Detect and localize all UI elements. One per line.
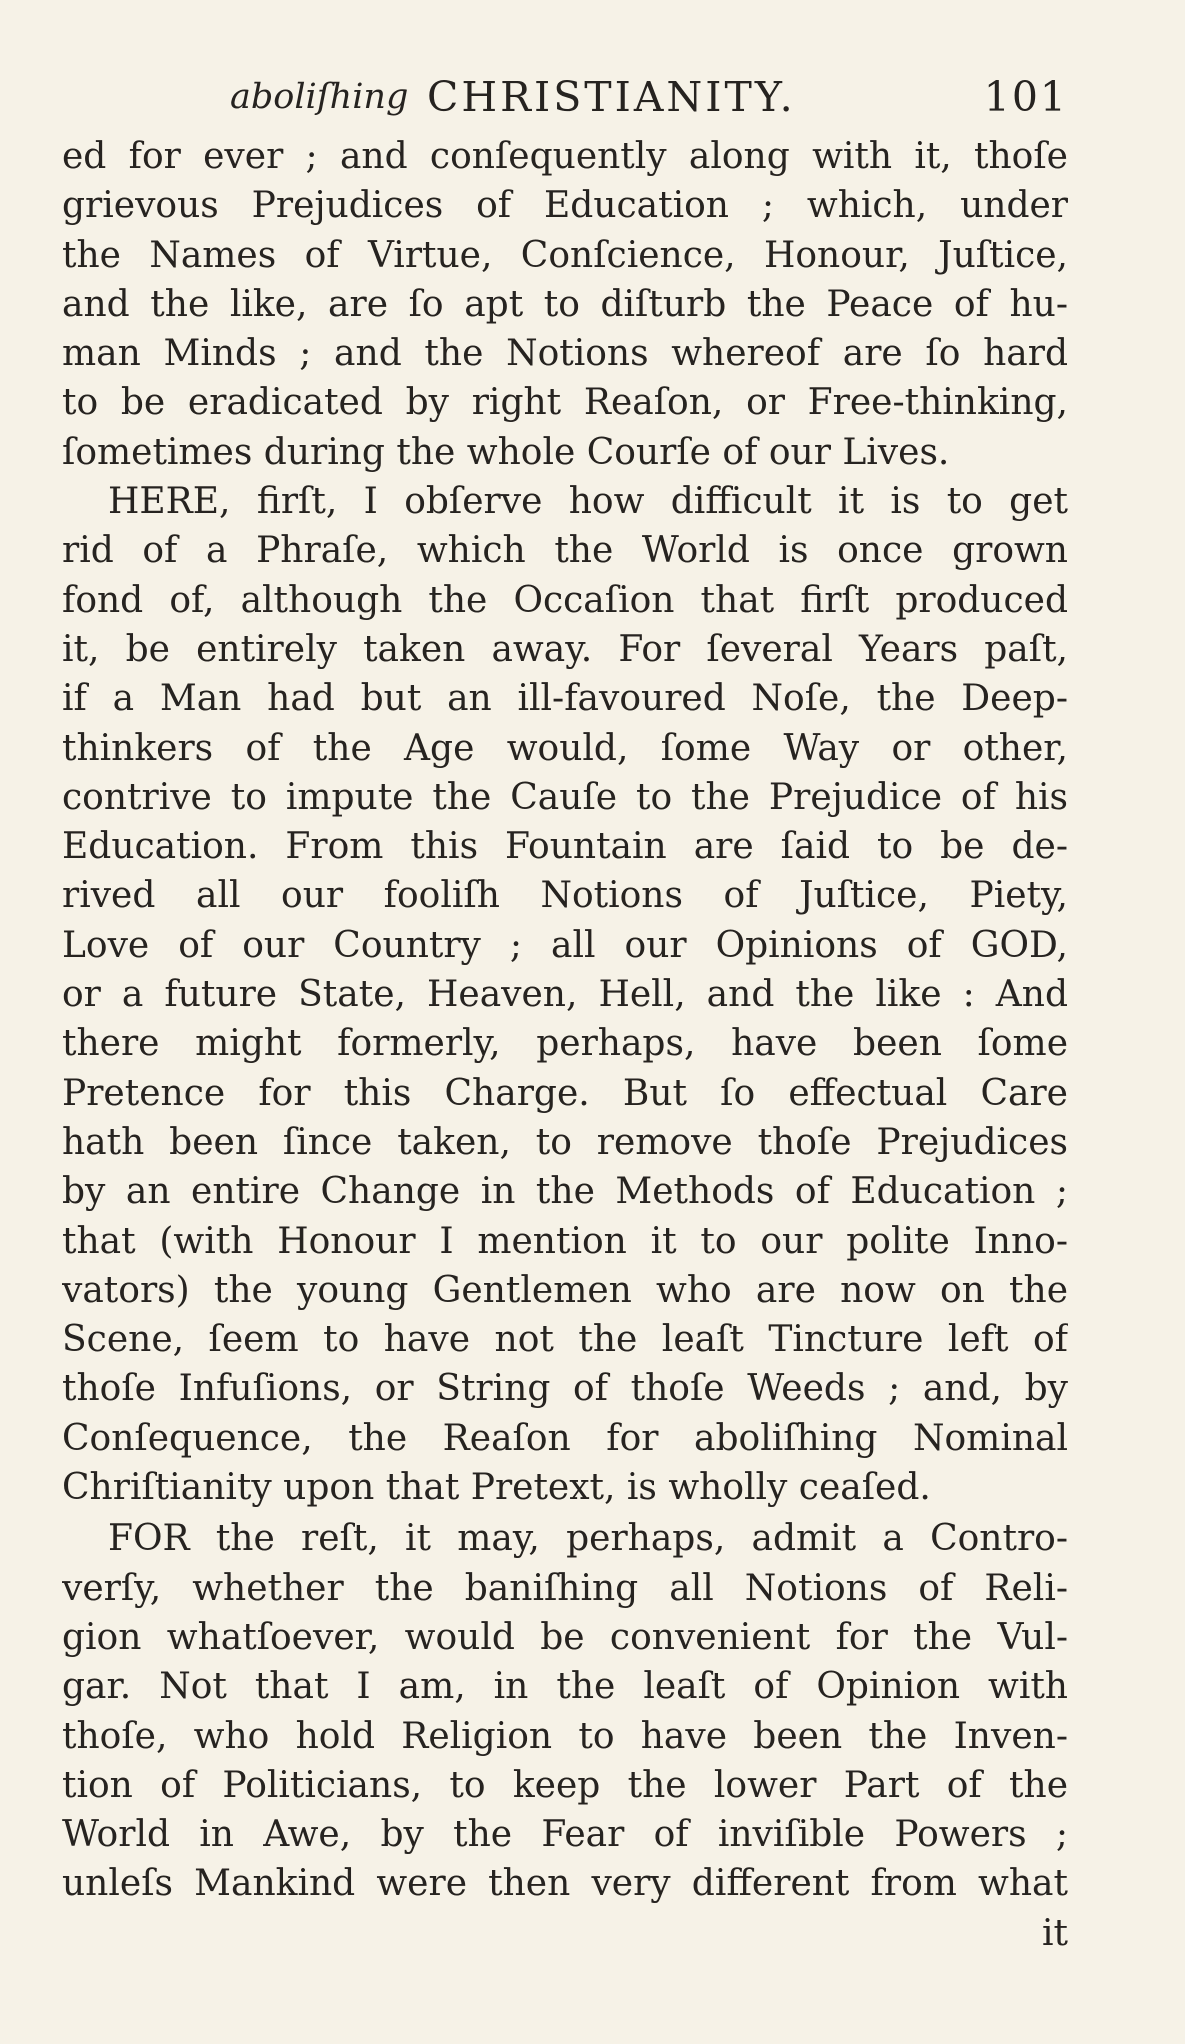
- text-line: thinkers of the Age would, ſome Way or other,: [62, 727, 1068, 769]
- text-line: and the like, are ſo apt to diſturb the Peace of hu-: [62, 283, 1068, 325]
- paragraph-1: [62, 132, 1068, 477]
- text-line: rid of a Phraſe, which the World is once grown: [62, 530, 1068, 572]
- text-line: by an entire Change in the Methods of Education ;: [62, 1171, 1068, 1213]
- text-line: Scene, ſeem to have not the leaſt Tincture left of: [62, 1319, 1068, 1361]
- text-line: HERE, firſt, I obſerve how difficult it is to get: [108, 481, 1068, 523]
- text-line: thoſe Infuſions, or String of thoſe Weeds ; and, by: [62, 1368, 1068, 1410]
- running-head-title: CHRISTIANITY.: [427, 73, 796, 121]
- text-line: Pretence for this Charge. But ſo effectual Care: [62, 1072, 1068, 1114]
- text-line: to be eradicated by right Reaſon, or Free-thinking,: [62, 382, 1068, 424]
- text-line: ſometimes during the whole Courſe of our Lives.: [62, 431, 950, 473]
- text-line: unleſs Mankind were then very different from what: [62, 1863, 1068, 1905]
- text-line: it, be entirely taken away. For ſeveral Years paſt,: [62, 628, 1068, 670]
- text-line: contrive to impute the Cauſe to the Prejudice of his: [62, 776, 1068, 818]
- paragraph-2: [62, 477, 1068, 1512]
- running-head-italic: aboliſhing: [230, 77, 409, 117]
- text-line: or a future State, Heaven, Hell, and the like : And: [62, 974, 1068, 1016]
- paragraph-3: [62, 1514, 1068, 1908]
- text-line: ed for ever ; and conſequently along with it, thoſe: [62, 136, 1068, 177]
- text-line: hath been ſince taken, to remove thoſe Prejudices: [62, 1121, 1068, 1163]
- text-line: verſy, whether the baniſhing all Notions of Reli-: [62, 1567, 1068, 1609]
- text-line: rived all our fooliſh Notions of Juſtice, Piety,: [62, 875, 1068, 917]
- text-line: tion of Politicians, to keep the lower Part of the: [62, 1764, 1068, 1806]
- text-line: FOR the reſt, it may, perhaps, admit a Contro-: [108, 1518, 1068, 1560]
- text-line: the Names of Virtue, Conſcience, Honour, Juſtice,: [62, 234, 1068, 276]
- text-line: thoſe, who hold Religion to have been the Inven-: [62, 1715, 1068, 1757]
- text-line: World in Awe, by the Fear of inviſible Powers ;: [62, 1814, 1068, 1856]
- text-line: if a Man had but an ill-favoured Noſe, the Deep-: [62, 678, 1068, 720]
- text-line: gion whatſoever, would be convenient for the Vul-: [62, 1616, 1068, 1658]
- text-line: fond of, although the Occaſion that firſt produced: [62, 579, 1068, 621]
- page-number: 101: [983, 73, 1068, 121]
- text-line: grievous Prejudices of Education ; which, under: [62, 185, 1068, 227]
- text-line: Chriſtianity upon that Pretext, is wholly ceaſed.: [62, 1467, 931, 1509]
- text-line: man Minds ; and the Notions whereof are ſo hard: [62, 333, 1068, 375]
- text-line: Love of our Country ; all our Opinions of GOD,: [62, 924, 1068, 966]
- text-line: that (with Honour I mention it to our polite Inno-: [62, 1220, 1068, 1262]
- text-line: Conſequence, the Reaſon for aboliſhing Nominal: [62, 1417, 1068, 1459]
- running-head: [62, 62, 1068, 132]
- text-line: Education. From this Fountain are ſaid to be de-: [62, 826, 1068, 868]
- text-line: vators) the young Gentlemen who are now on the: [62, 1269, 1068, 1311]
- text-line: gar. Not that I am, in the leaſt of Opinion with: [62, 1666, 1068, 1708]
- book-page: [62, 62, 1068, 1958]
- catchword: it: [1042, 1912, 1068, 1954]
- text-line: there might formerly, perhaps, have been ſome: [62, 1023, 1068, 1065]
